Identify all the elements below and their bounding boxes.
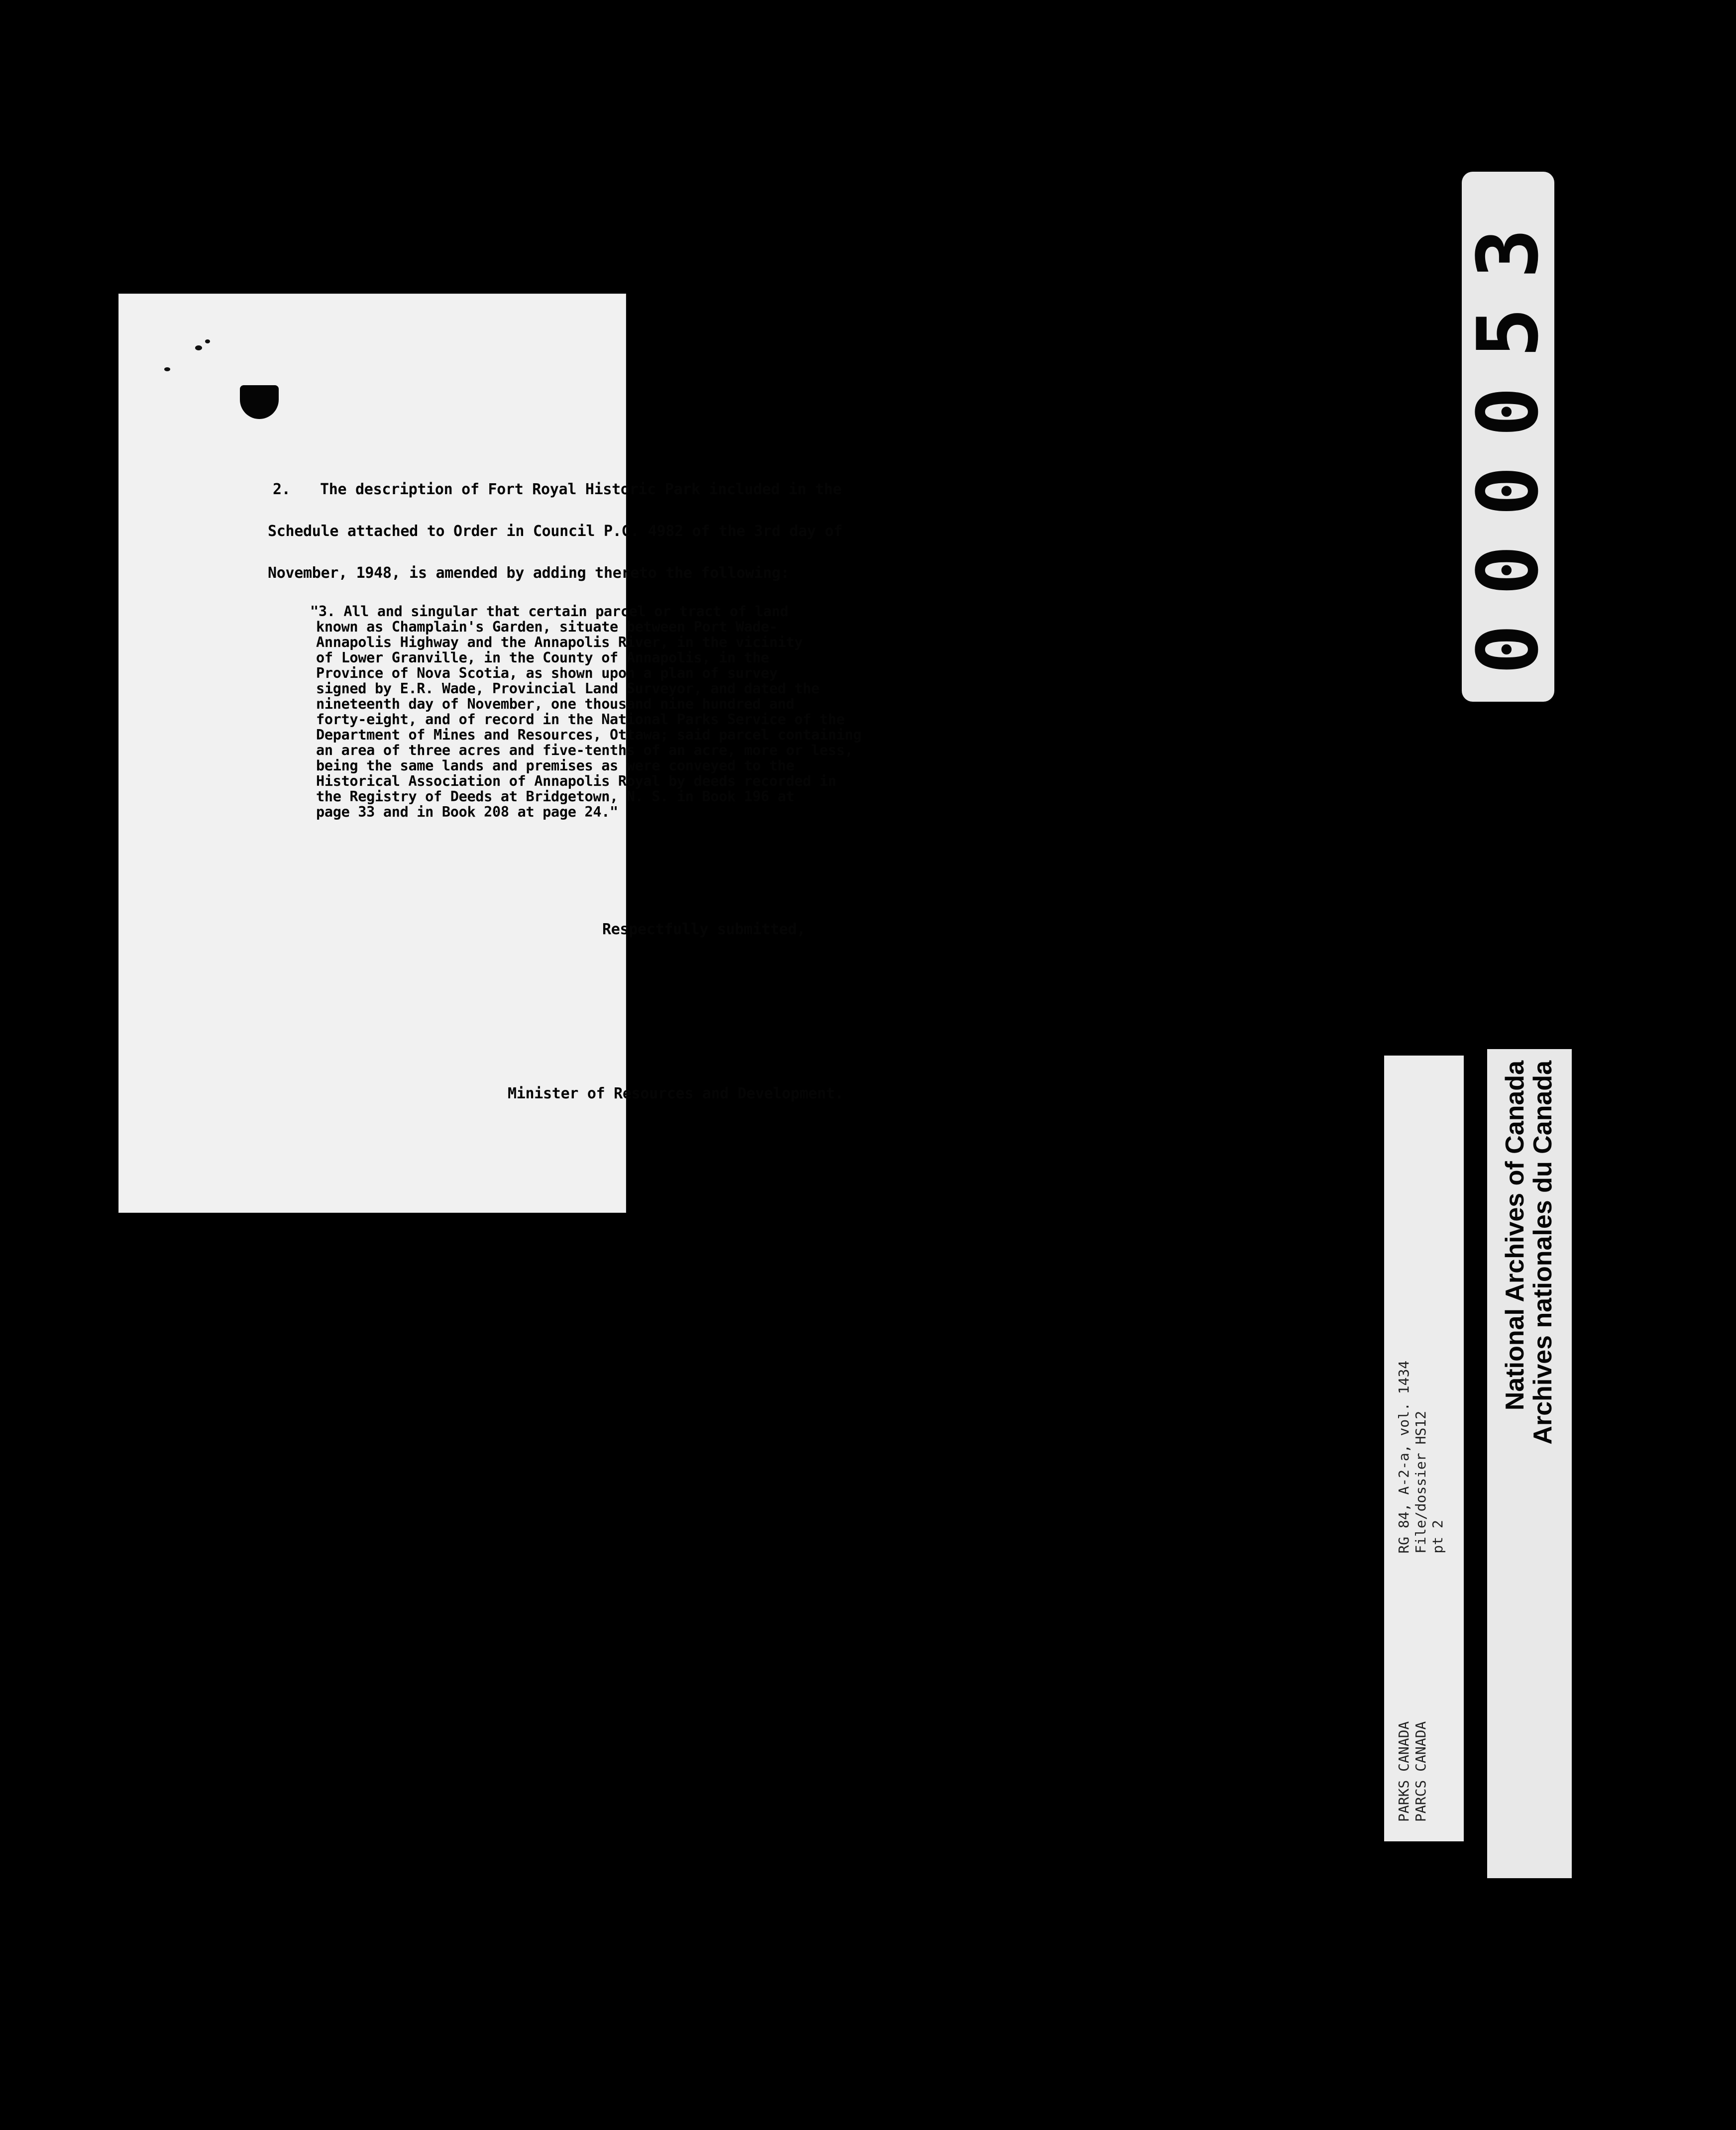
quoted-line: Annapolis Highway and the Annapolis River, in the vicinity xyxy=(316,634,803,650)
sheet-number-stamp xyxy=(1459,172,1557,702)
quoted-line: Province of Nova Scotia, as shown upon a plan of survey xyxy=(316,665,778,681)
quoted-line: Historical Association of Annapolis Royal by deeds recorded in xyxy=(316,773,837,789)
reference-line: pt 2 xyxy=(1429,1520,1446,1822)
quoted-line: page 33 and in Book 208 at page 24." xyxy=(316,804,618,820)
paragraph-line: Schedule attached to Order in Council P.C. 4982 of the 3rd day of xyxy=(268,523,843,540)
quoted-line: "3. All and singular that certain parcel or tract of land xyxy=(310,603,788,620)
reference-line: PARKS CANADA RG 84, A-2-a, vol. 1434 xyxy=(1396,1360,1412,1822)
quoted-line: of Lower Granville, in the County of Annapolis, in the xyxy=(316,649,769,666)
quoted-line: the Registry of Deeds at Bridgetown, N. S. in Book 196 at xyxy=(316,788,794,805)
quoted-line: known as Champlain's Garden, situate between Port Wade- xyxy=(316,619,778,635)
signature-title: Minister of Resources and Development. xyxy=(508,1085,844,1102)
quoted-line: forty-eight, and of record in the National Parks Service of the xyxy=(316,711,845,728)
quoted-line: being the same lands and premises as were conveyed to the xyxy=(316,757,794,774)
archive-name-english: National Archives of Canada xyxy=(1501,1061,1529,1411)
reference-line: PARCS CANADA File/dossier HS12 xyxy=(1412,1410,1429,1822)
archive-label xyxy=(1487,1049,1572,1878)
quoted-line: nineteenth day of November, one thousand nine hundred and xyxy=(316,696,794,712)
quoted-line: signed by E.R. Wade, Provincial Land Surveyor, and dated the xyxy=(316,680,820,697)
paragraph-number: 2. xyxy=(273,481,291,498)
archive-name-french: Archives nationales du Canada xyxy=(1528,1061,1557,1445)
quoted-line: an area of three acres and five-tenths of an acre, more or less, xyxy=(316,742,853,758)
closing: Respectfully submitted, xyxy=(602,921,806,938)
document-text xyxy=(118,294,862,1212)
reference-label xyxy=(1384,1056,1464,1841)
paragraph-line: November, 1948, is amended by adding thereto the following: xyxy=(268,564,789,582)
sheet-number: 000053 xyxy=(1459,199,1557,674)
quoted-line: Department of Mines and Resources, Ottawa; said parcel containing xyxy=(316,727,862,743)
paragraph-line: The description of Fort Royal Historic Park included in the xyxy=(320,481,842,498)
